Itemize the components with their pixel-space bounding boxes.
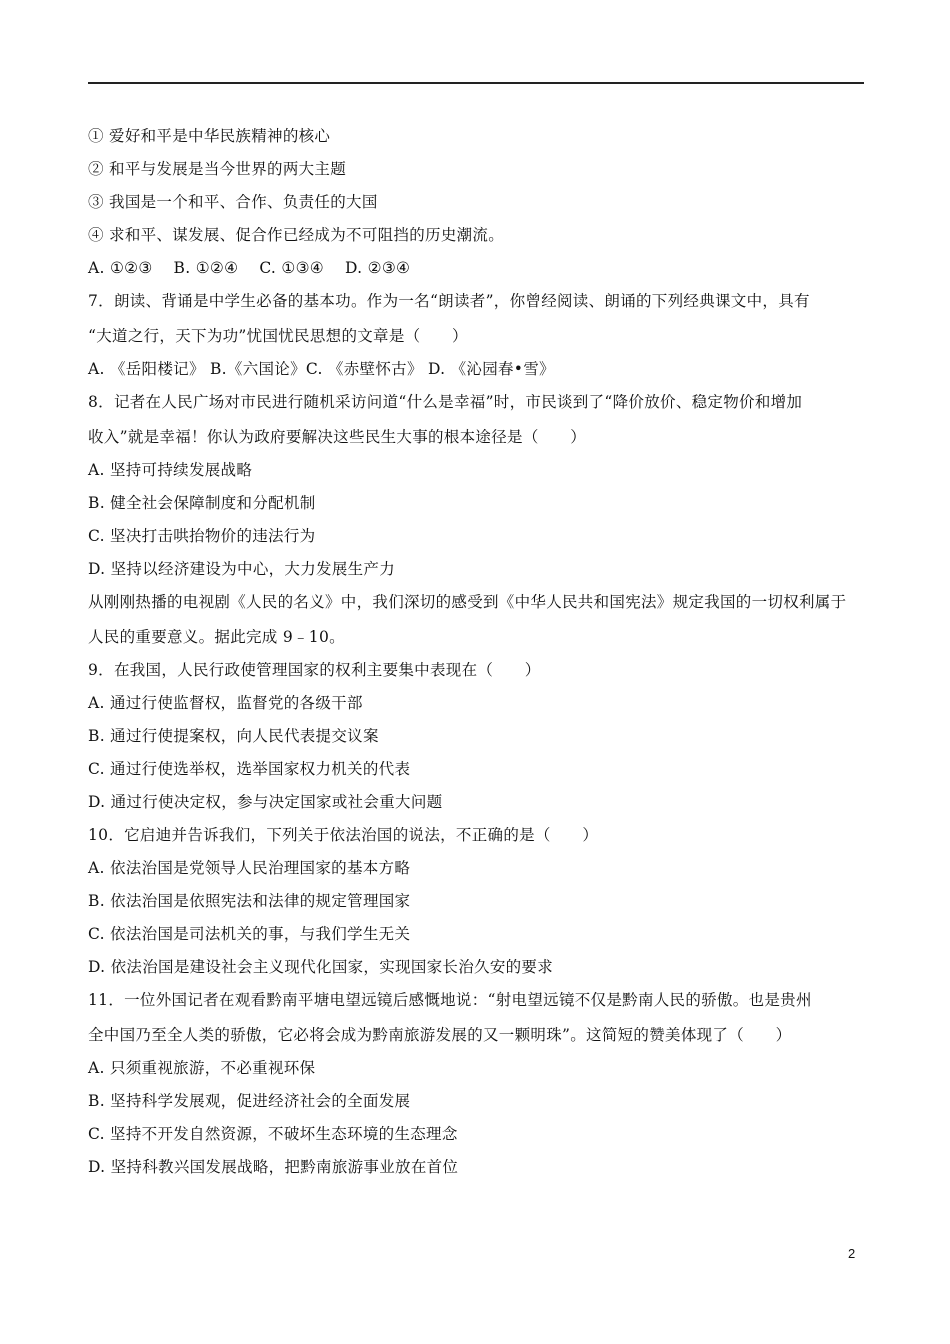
document-body bbox=[88, 120, 864, 1184]
option-d: D. 坚持以经济建设为中心，大力发展生产力 bbox=[88, 560, 396, 578]
option-b: B. 依法治国是依照宪法和法律的规定管理国家 bbox=[88, 892, 411, 910]
page-number: 2 bbox=[848, 1246, 856, 1261]
text-line: A. ①②③ B. ①②④ C. ①③④ D. ②③④ bbox=[88, 259, 411, 277]
option-c: C. 依法治国是司法机关的事，与我们学生无关 bbox=[88, 925, 411, 943]
option-c: C. 通过行使选举权，选举国家权力机关的代表 bbox=[88, 760, 411, 778]
option-a: A. 只须重视旅游，不必重视环保 bbox=[88, 1059, 316, 1077]
text-line: ④ 求和平、谋发展、促合作已经成为不可阻挡的历史潮流。 bbox=[88, 226, 505, 244]
option-b: B. 健全社会保障制度和分配机制 bbox=[88, 494, 316, 512]
text-line: ① 爱好和平是中华民族精神的核心 bbox=[88, 127, 331, 145]
option-d: D. 通过行使决定权，参与决定国家或社会重大问题 bbox=[88, 793, 443, 811]
question-11-stem-cont: 全中国乃至全人类的骄傲，它必将会成为黔南旅游发展的又一颗明珠”。这简短的赞美体现了（ ） bbox=[88, 1026, 792, 1044]
option-b: B. 通过行使提案权，向人民代表提交议案 bbox=[88, 727, 379, 745]
option-c: C. 坚决打击哄抬物价的违法行为 bbox=[88, 527, 316, 545]
option-a: A. 依法治国是党领导人民治理国家的基本方略 bbox=[88, 859, 411, 877]
text-line: ② 和平与发展是当今世界的两大主题 bbox=[88, 160, 347, 178]
option-d: D. 依法治国是建设社会主义现代化国家，实现国家长治久安的要求 bbox=[88, 958, 554, 976]
question-10-stem: 10．它启迪并告诉我们，下列关于依法治国的说法，不正确的是（ ） bbox=[88, 826, 599, 844]
text-line: ③ 我国是一个和平、合作、负责任的大国 bbox=[88, 193, 378, 211]
header-rule bbox=[88, 82, 864, 84]
question-7-stem-cont: “大道之行，天下为功”忧国忧民思想的文章是（ ） bbox=[88, 327, 468, 345]
question-8-stem-cont: 收入”就是幸福！你认为政府要解决这些民生大事的根本途径是（ ） bbox=[88, 428, 587, 446]
question-11-stem: 11．一位外国记者在观看黔南平塘电望远镜后感慨地说：“射电望远镜不仅是黔南人民的骄傲。也是贵州 bbox=[88, 991, 812, 1009]
passage-intro: 从刚刚热播的电视剧《人民的名义》中，我们深切的感受到《中华人民共和国宪法》规定我国的一切权利属于 bbox=[88, 593, 847, 611]
question-9-stem: 9．在我国，人民行政使管理国家的权利主要集中表现在（ ） bbox=[88, 661, 541, 679]
passage-intro-cont: 人民的重要意义。据此完成 9﹣10。 bbox=[88, 628, 345, 646]
option-d: D. 坚持科教兴国发展战略，把黔南旅游事业放在首位 bbox=[88, 1158, 459, 1176]
question-7-stem: 7．朗读、背诵是中学生必备的基本功。作为一名“朗读者”，你曾经阅读、朗诵的下列经典课文中，具有 bbox=[88, 292, 810, 310]
option-a: A. 通过行使监督权，监督党的各级干部 bbox=[88, 694, 363, 712]
option-c: C. 坚持不开发自然资源，不破坏生态环境的生态理念 bbox=[88, 1125, 458, 1143]
question-7-options: A. 《岳阳楼记》 B.《六国论》C. 《赤壁怀古》 D. 《沁园春•雪》 bbox=[88, 360, 555, 378]
option-a: A. 坚持可持续发展战略 bbox=[88, 461, 253, 479]
option-b: B. 坚持科学发展观，促进经济社会的全面发展 bbox=[88, 1092, 411, 1110]
question-8-stem: 8．记者在人民广场对市民进行随机采访问道“什么是幸福”时，市民谈到了“降价放价、稳定物价和增加 bbox=[88, 393, 803, 411]
